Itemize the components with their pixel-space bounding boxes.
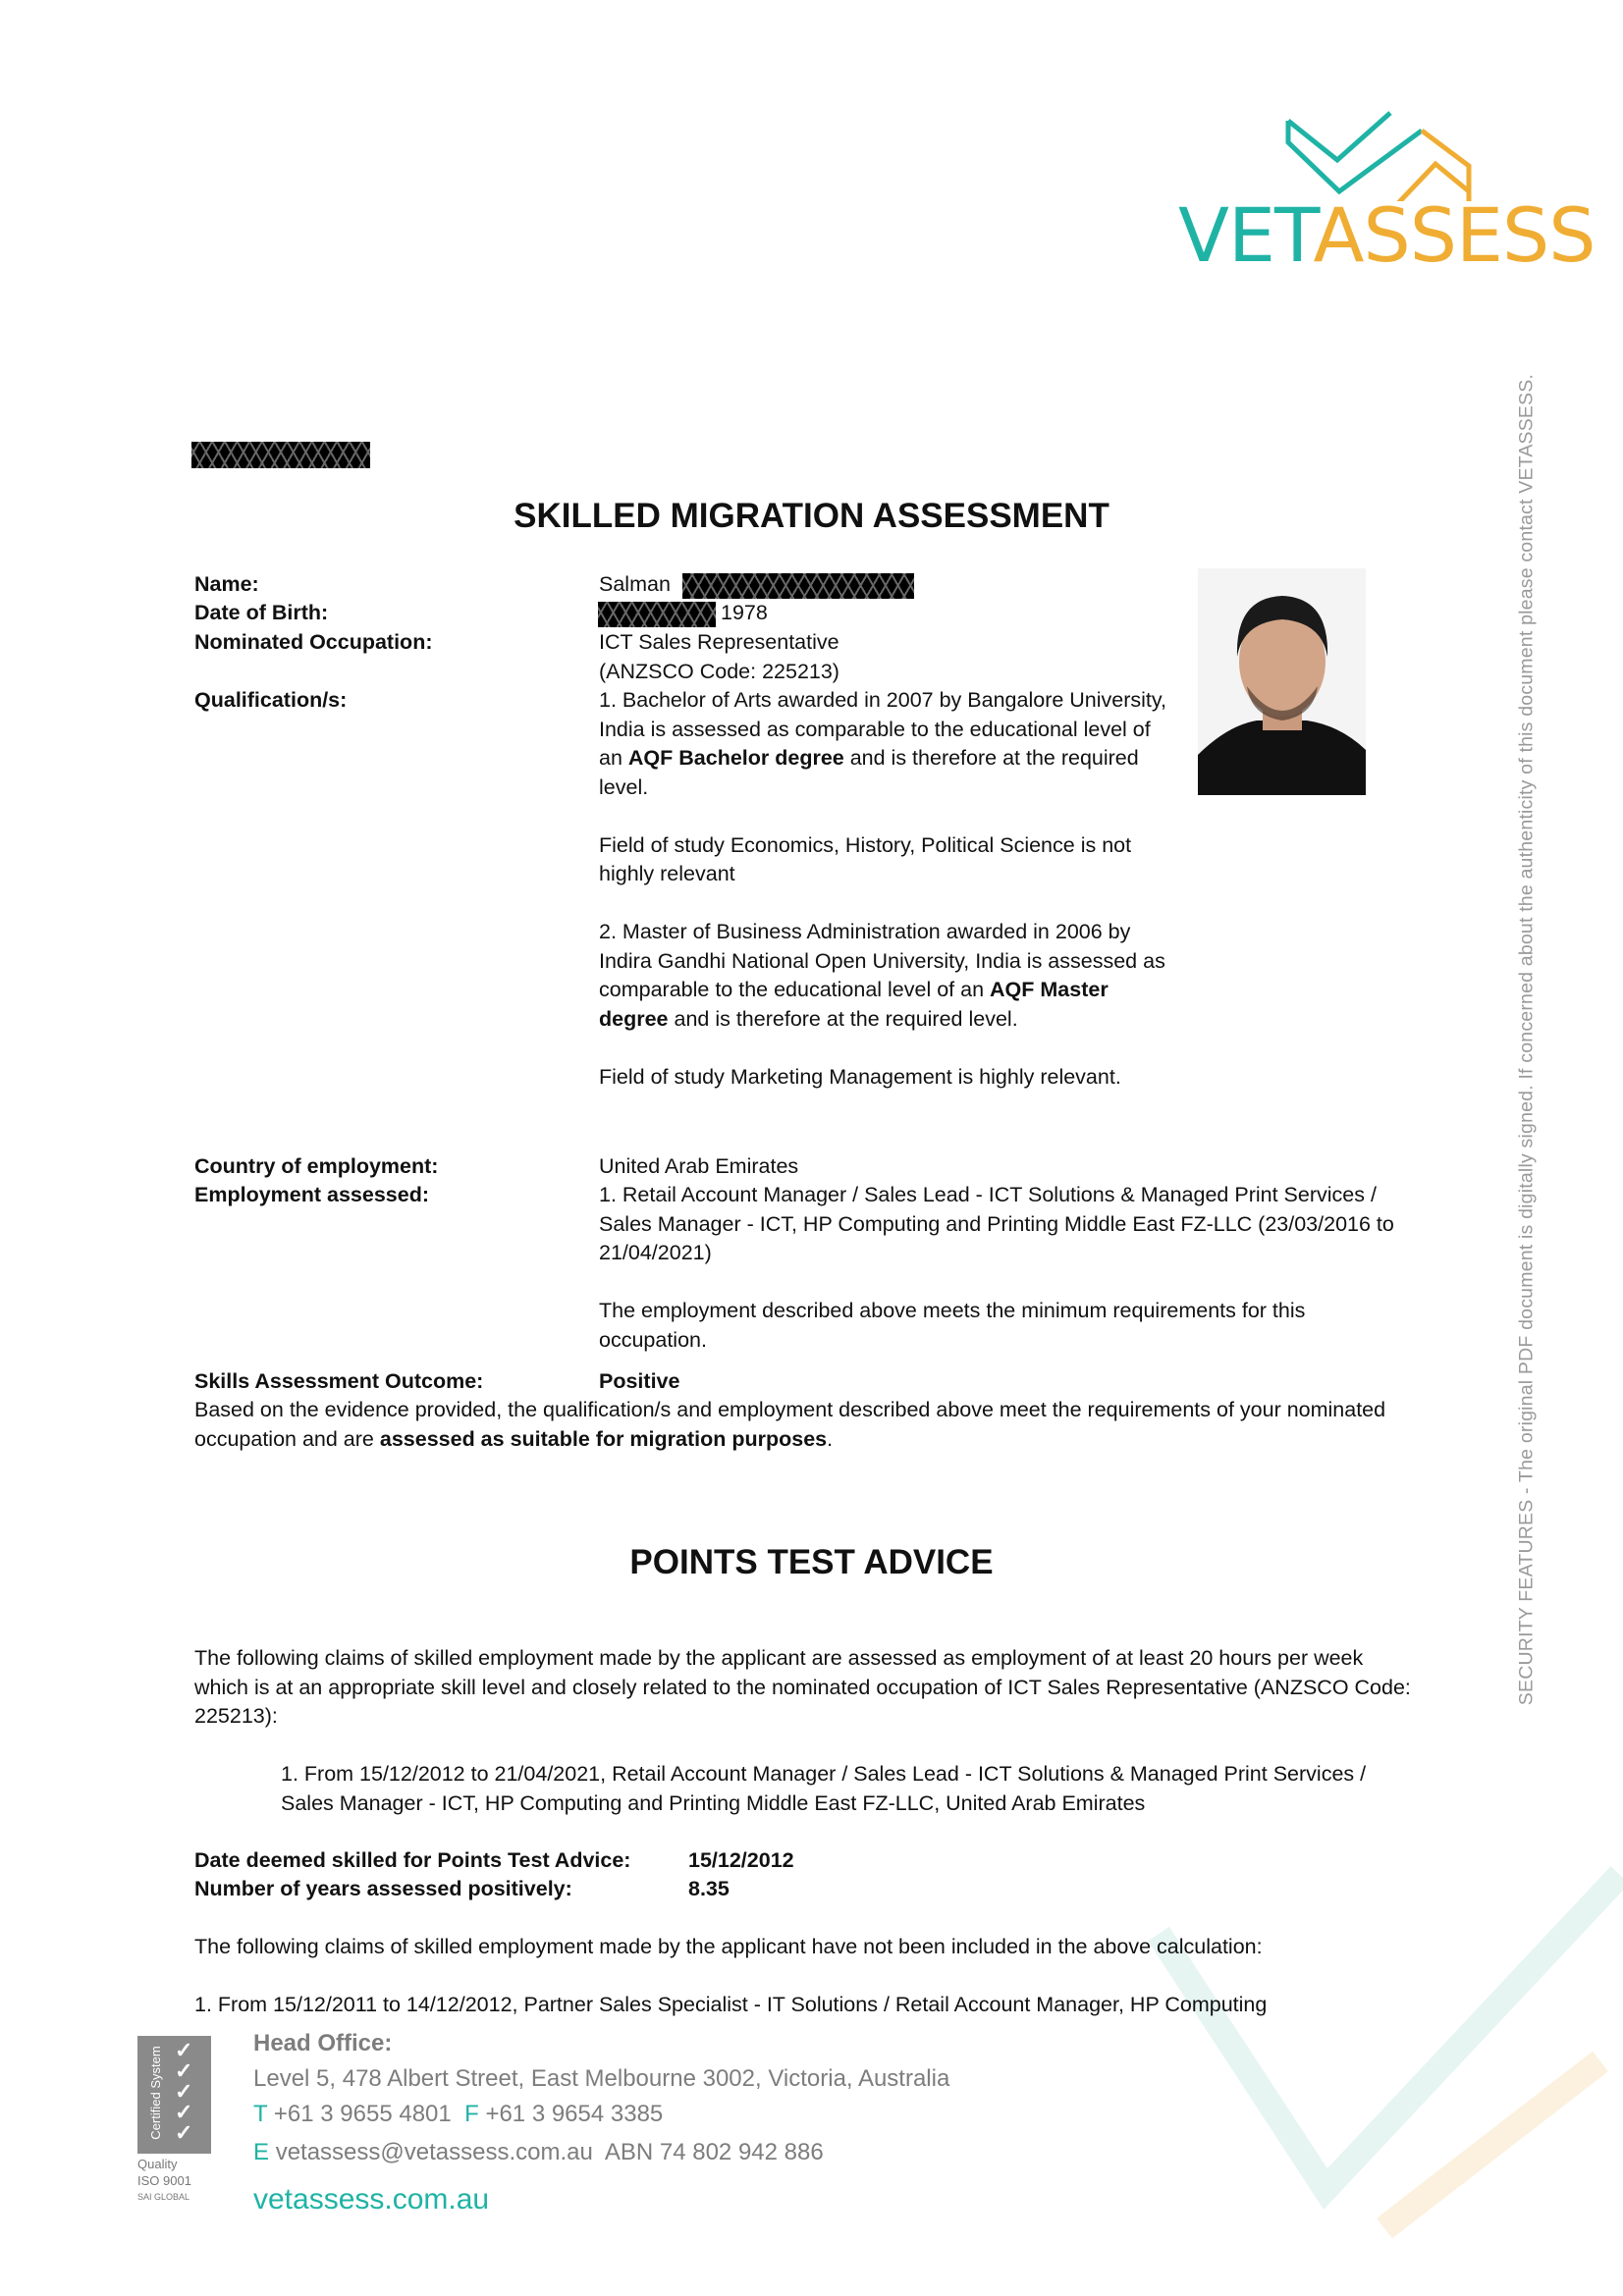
points-title: POINTS TEST ADVICE	[629, 1543, 994, 1581]
email-abn: E vetassess@vetassess.com.au ABN 74 802 942 886	[253, 2139, 824, 2165]
iso-certification-badge: Certified System ✓ ✓ ✓ ✓ ✓ Quality ISO 9001 SAI GLOBAL	[137, 2036, 211, 2206]
outcome-text: Based on the evidence provided, the qualification/s and employment described above meet the requirements of your nominated occupation and are assessed as suitable for migration purposes.	[194, 1398, 1386, 1451]
qualification-list	[599, 686, 1178, 1092]
website-link[interactable]: vetassess.com.au	[253, 2183, 490, 2216]
outcome-label: Skills Assessment Outcome:	[194, 1369, 484, 1393]
head-office-label: Head Office:	[253, 2030, 393, 2056]
country-value: United Arab Emirates	[599, 1154, 799, 1178]
employment-label: Employment assessed:	[194, 1183, 429, 1206]
applicant-photo	[1198, 568, 1366, 795]
footer-contact	[253, 2026, 949, 2217]
vetassess-logo	[1178, 93, 1596, 280]
qualification-2-field: Field of study Marketing Management is highly relevant.	[599, 1064, 1121, 1089]
employment-note: The employment described above meets the minimum requirements for this occupation.	[599, 1299, 1306, 1352]
date-deemed-value: 15/12/2012	[688, 1848, 794, 1872]
country-label: Country of employment:	[194, 1154, 439, 1178]
qualification-1: 1. Bachelor of Arts awarded in 2007 by Bangalore University, India is assessed as comparable to the educational level of an AQF Bachelor degree and is therefore at the required level.	[599, 688, 1167, 799]
qualification-label: Qualification/s:	[194, 688, 348, 712]
redacted-dob	[598, 602, 716, 627]
occupation-label: Nominated Occupation:	[194, 630, 433, 654]
points-item-1: 1. From 15/12/2012 to 21/04/2021, Retail Account Manager / Sales Lead - ICT Solutions & Managed Print Services / Sales Manager - ICT, HP Computing and Printing Middle East FZ-LLC, United Arab Emirates	[281, 1762, 1367, 1815]
page-title: SKILLED MIGRATION ASSESSMENT	[514, 497, 1109, 535]
security-features-note: SECURITY FEATURES - The original PDF document is digitally signed. If concerned about the authenticity of this document please contact VETASSESS.	[1515, 373, 1538, 1706]
logo-chevron-icon	[1178, 93, 1542, 201]
address: Level 5, 478 Albert Street, East Melbourne 3002, Victoria, Australia	[253, 2065, 950, 2092]
qualification-2: 2. Master of Business Administration awarded in 2006 by Indira Gandhi National Open University, India is assessed as comparable to the educational level of an AQF Master degree and is therefore at the required level.	[599, 920, 1165, 1031]
years-value: 8.35	[688, 1877, 730, 1900]
occupation-value: ICT Sales Representative (ANZSCO Code: 225213)	[599, 630, 839, 683]
logo-text-assess: ASSESS	[1313, 191, 1596, 279]
points-intro: The following claims of skilled employment made by the applicant are assessed as employment of at least 20 hours per week which is at an appropriate skill level and closely related to the nominated occupation of ICT Sales Representative (ANZSCO Code: 225213):	[194, 1646, 1411, 1728]
redacted-reference	[191, 442, 370, 468]
name-label: Name:	[194, 572, 259, 596]
redacted-surname	[682, 573, 914, 599]
excluded-item-1: 1. From 15/12/2011 to 14/12/2012, Partner Sales Specialist - IT Solutions / Retail Account Manager, HP Computing	[194, 1993, 1268, 2016]
watermark-graphic	[1129, 1816, 1623, 2258]
date-deemed-label: Date deemed skilled for Points Test Advice:	[194, 1848, 631, 1872]
name-value: Salman	[599, 572, 671, 596]
phone-fax: T +61 3 9655 4801 F +61 3 9654 3385	[253, 2101, 664, 2127]
checkmarks-icon: ✓ ✓ ✓ ✓ ✓	[175, 2038, 193, 2145]
logo-text-vet: VET	[1178, 191, 1314, 279]
dob-label: Date of Birth:	[194, 601, 329, 624]
outcome-value: Positive	[599, 1369, 680, 1393]
email-link[interactable]: vetassess@vetassess.com.au	[275, 2139, 593, 2165]
qualification-1-field: Field of study Economics, History, Political Science is not highly relevant	[599, 832, 1132, 885]
years-label: Number of years assessed positively:	[194, 1877, 572, 1900]
excluded-intro: The following claims of skilled employment made by the applicant have not been included in the above calculation:	[194, 1935, 1263, 1958]
employment-value: 1. Retail Account Manager / Sales Lead - ICT Solutions & Managed Print Services / Sales Manager - ICT, HP Computing and Printing Middle East FZ-LLC (23/03/2016 to 21/04/2021) The employment described above meets the minimum requirements for this occupation.	[599, 1181, 1404, 1355]
dob-year: 1978	[721, 601, 768, 624]
